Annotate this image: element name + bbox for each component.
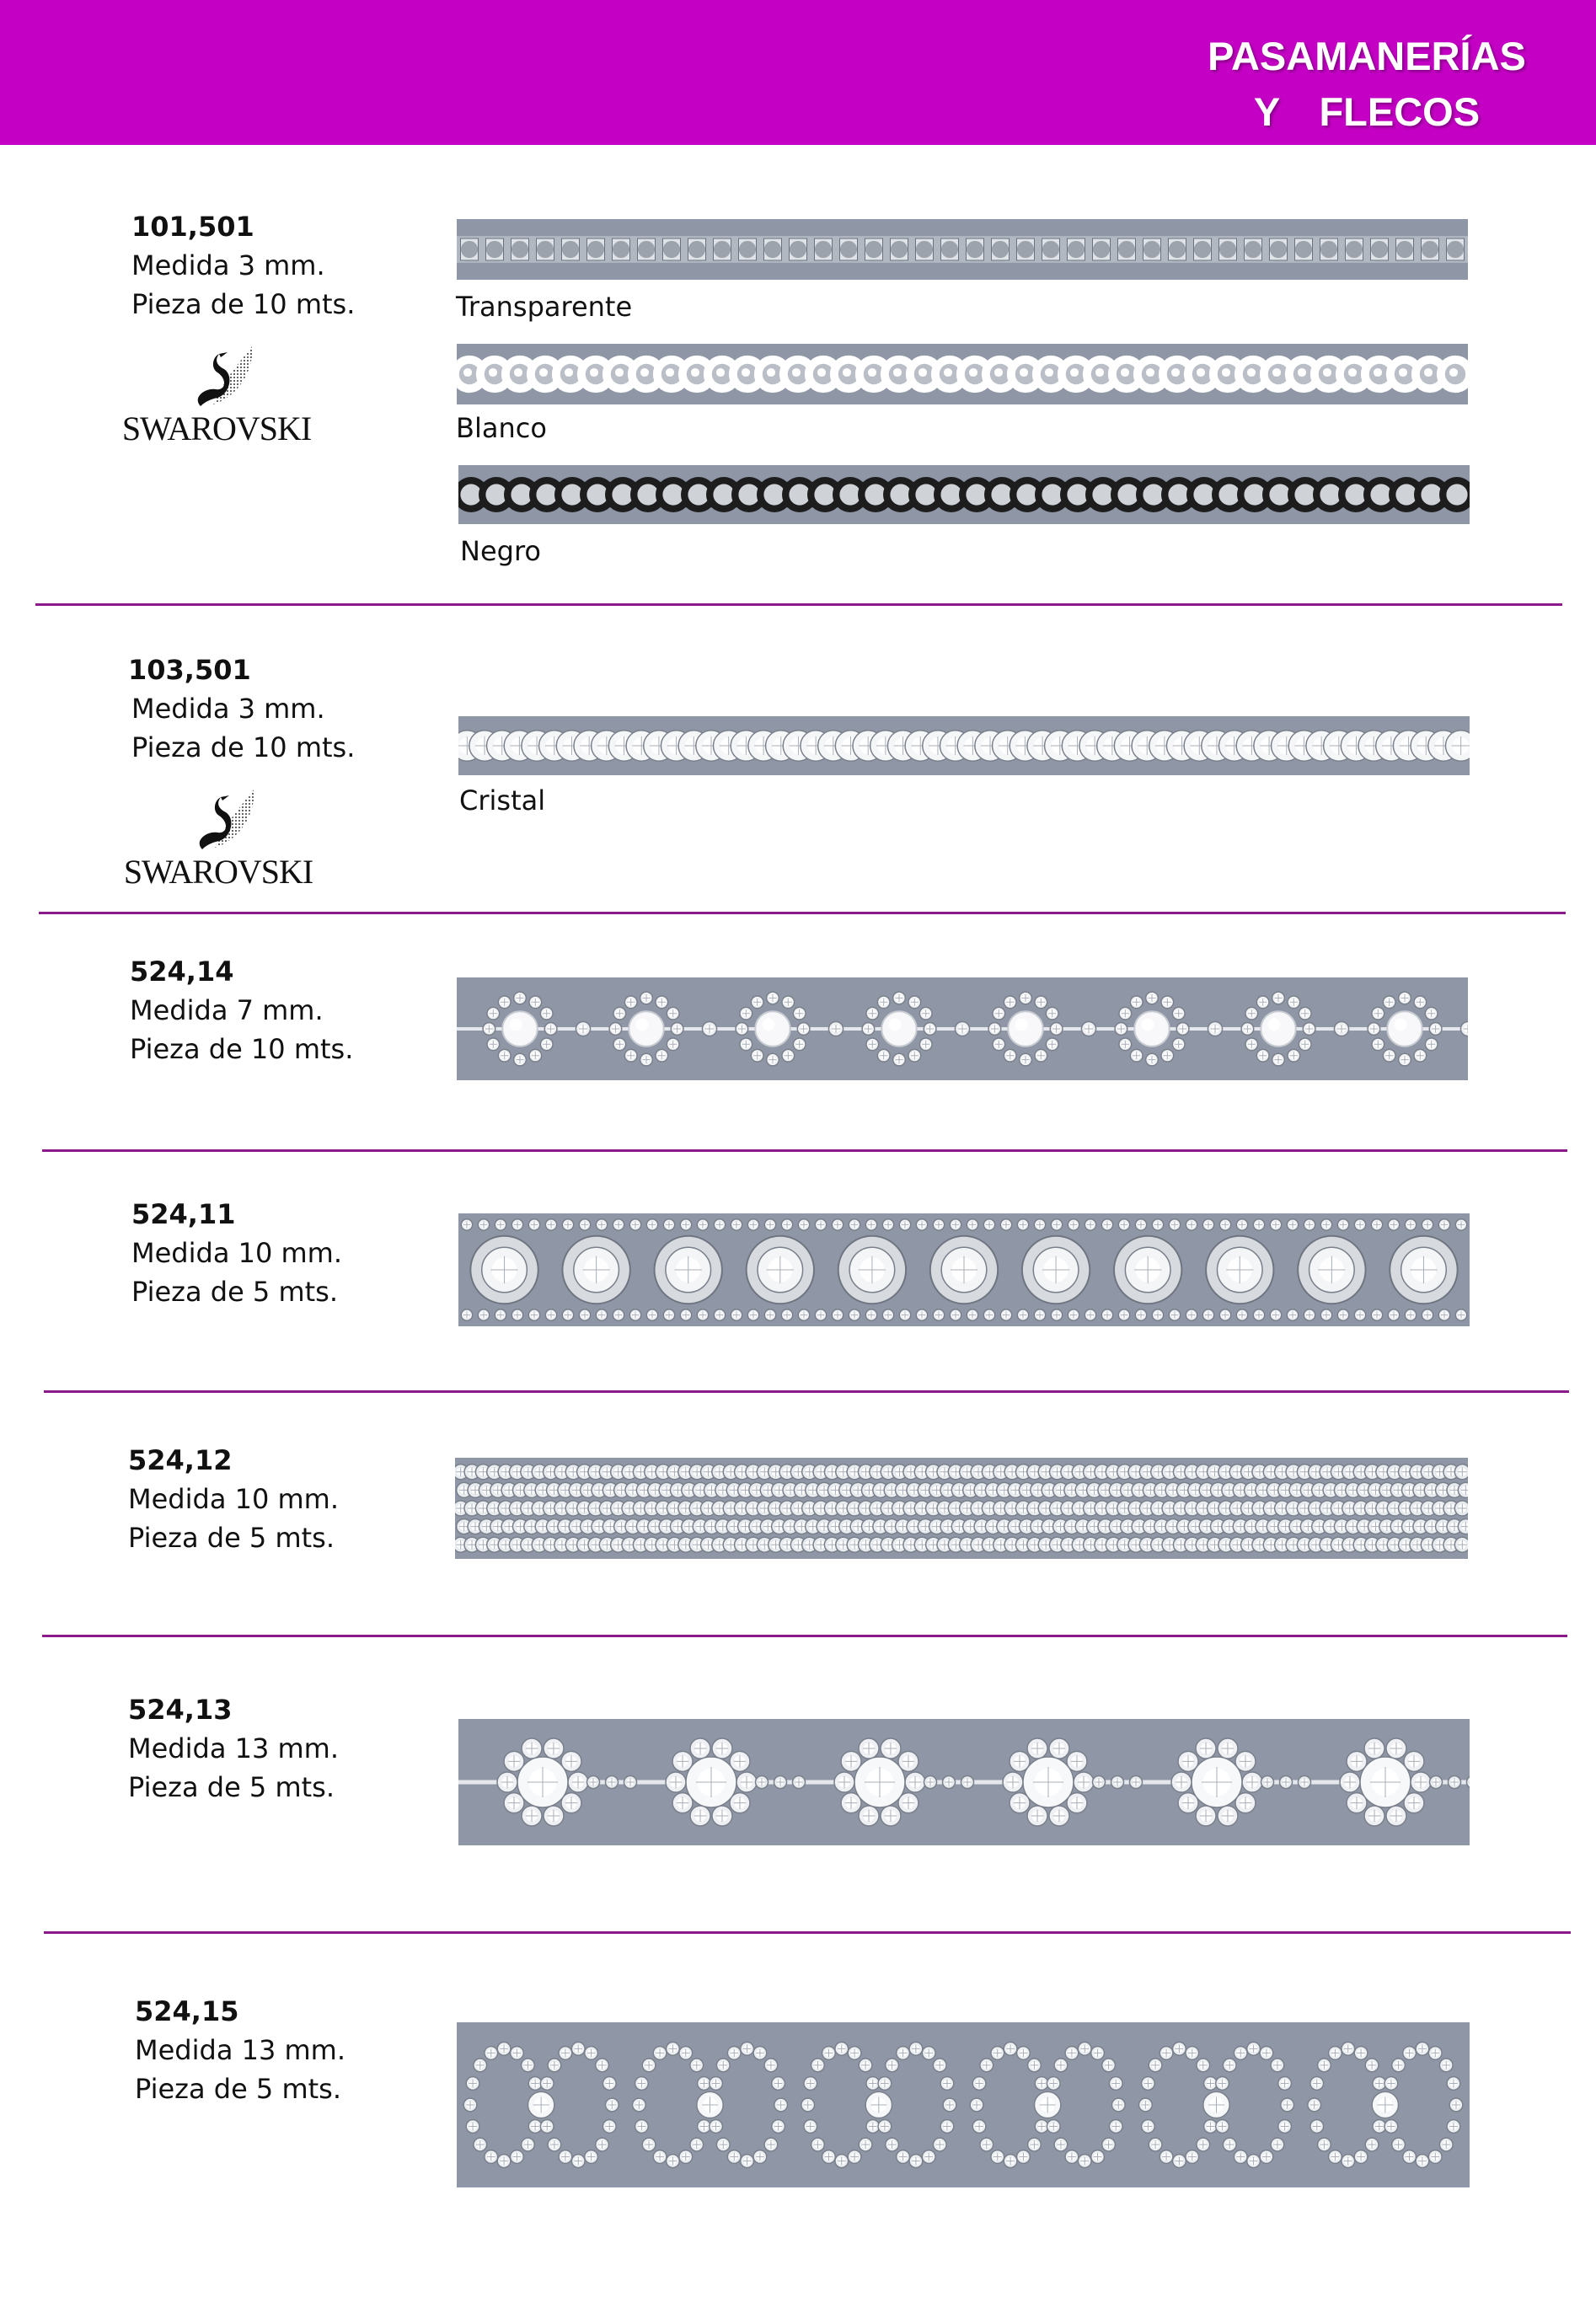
product-size: Medida 10 mm.: [128, 1483, 339, 1515]
product-code: 524,14: [130, 956, 234, 988]
brand-name: SWAROVSKI: [121, 410, 312, 447]
swan-icon: [175, 339, 260, 408]
product-piece: Pieza de 10 mts.: [130, 1033, 354, 1065]
product-code: 524,13: [128, 1694, 233, 1726]
product-piece: Pieza de 10 mts.: [131, 731, 356, 763]
product-code: 524,12: [128, 1444, 233, 1476]
product-size: Medida 3 mm.: [131, 249, 325, 281]
variant-caption-blanco: Blanco: [456, 412, 547, 444]
product-piece: Pieza de 10 mts.: [131, 288, 356, 320]
section-divider: [39, 912, 1566, 914]
title-line-2: Y FLECOS: [1253, 89, 1481, 134]
product-code: 101,501: [131, 211, 254, 243]
product-info-52414: [130, 952, 353, 1068]
product-size: Medida 13 mm.: [135, 2034, 345, 2066]
product-info-103501: [128, 651, 355, 767]
product-size: Medida 3 mm.: [131, 693, 325, 725]
product-piece: Pieza de 5 mts.: [128, 1771, 335, 1803]
product-size: Medida 13 mm.: [128, 1732, 339, 1764]
trim-image-blanco: [457, 344, 1468, 404]
trim-image-524-14: [457, 977, 1468, 1080]
section-divider: [42, 1635, 1567, 1637]
variant-caption-cristal: Cristal: [459, 784, 546, 817]
trim-image-negro: [458, 465, 1470, 524]
variant-caption-transparente: Transparente: [456, 291, 633, 323]
brand-name: SWAROVSKI: [123, 853, 313, 891]
product-info-52412: [128, 1441, 339, 1557]
swarovski-logo: [120, 339, 313, 448]
product-piece: Pieza de 5 mts.: [135, 2073, 342, 2105]
trim-image-524-15: [457, 2022, 1470, 2187]
product-piece: Pieza de 5 mts.: [128, 1522, 335, 1554]
product-info-52415: [135, 1992, 345, 2108]
title-line-1: PASAMANERÍAS: [1208, 34, 1526, 78]
product-code: 524,11: [131, 1198, 236, 1230]
trim-image-cristal: [458, 716, 1470, 775]
trim-image-524-13: [458, 1719, 1470, 1845]
product-code: 103,501: [128, 654, 251, 686]
swarovski-logo: [121, 782, 315, 891]
product-code: 524,15: [135, 1995, 239, 2027]
trim-image-524-11: [458, 1213, 1470, 1326]
product-size: Medida 7 mm.: [130, 994, 324, 1026]
product-info-52413: [128, 1690, 339, 1807]
trim-image-524-12: [455, 1458, 1468, 1559]
swan-icon: [177, 782, 261, 851]
section-divider: [35, 603, 1562, 606]
trim-image-transparente: [457, 219, 1468, 280]
page-title: [1173, 29, 1561, 140]
product-size: Medida 10 mm.: [131, 1237, 342, 1269]
header-banner: [0, 0, 1596, 145]
variant-caption-negro: Negro: [460, 535, 541, 567]
section-divider: [44, 1931, 1571, 1934]
product-piece: Pieza de 5 mts.: [131, 1276, 339, 1308]
product-info-52411: [131, 1195, 342, 1311]
section-divider: [44, 1390, 1569, 1393]
product-info-101501: [131, 207, 355, 324]
section-divider: [42, 1149, 1567, 1152]
